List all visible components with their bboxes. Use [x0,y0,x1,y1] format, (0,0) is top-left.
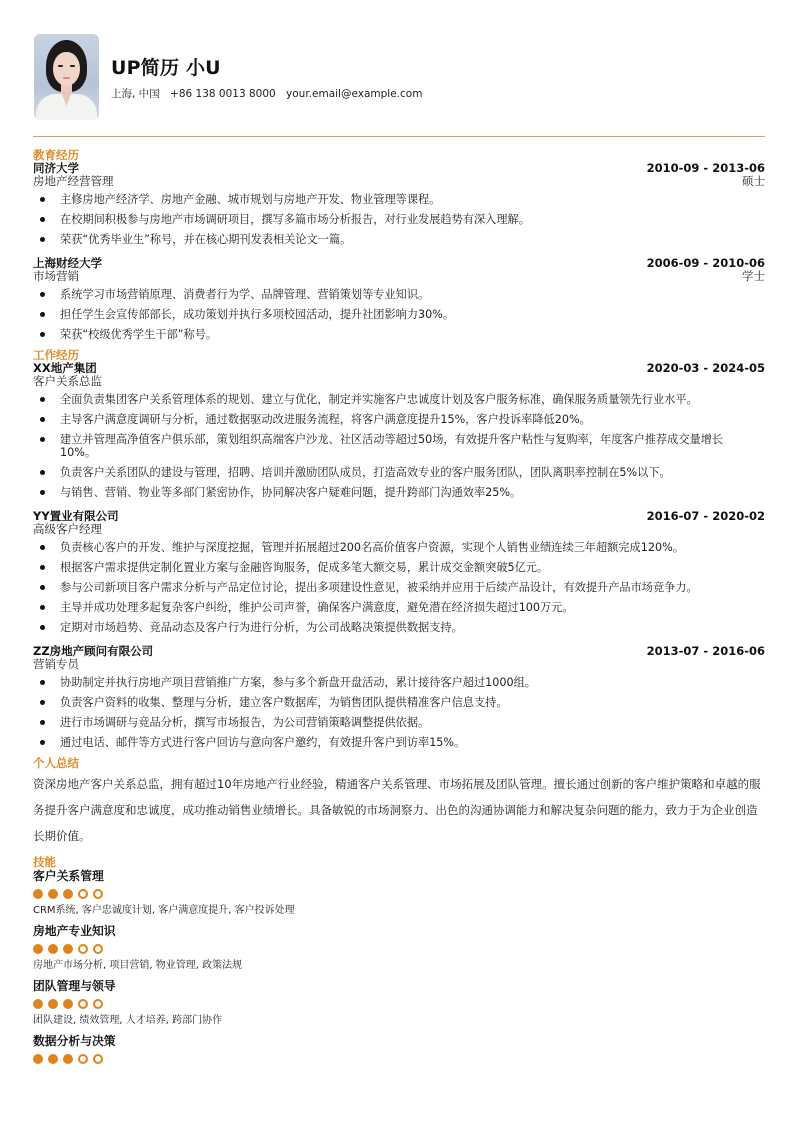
skill-name: 客户关系管理 [33,869,104,883]
work-entry [33,362,765,499]
skill-description: 团队建设, 绩效管理, 人才培养, 跨部门协作 [33,1015,223,1026]
rating-dot-empty-icon [78,944,88,954]
resume-body [33,148,765,1064]
work-entry [33,510,765,634]
rating-dot-filled-icon [33,889,43,899]
bullet-item: 建立并管理高净值客户俱乐部，策划组织高端客户沙龙、社区活动等超过50场，有效提升客户粘性与复购率，年度客户推荐成交量增长10%。 [33,433,765,459]
skill-name: 数据分析与决策 [33,1034,116,1048]
header-divider [33,136,765,137]
bullet-item: 担任学生会宣传部部长，成功策划并执行多项校园活动，提升社团影响力30%。 [33,308,765,321]
rating-dot-empty-icon [78,889,88,899]
rating-dot-filled-icon [48,1054,58,1064]
resume-header [34,34,429,120]
position: 营销专员 [33,657,79,671]
company-name: YY置业有限公司 [33,509,119,523]
bullet-item: 负责客户资料的收集、整理与分析，建立客户数据库，为销售团队提供精准客户信息支持。 [33,696,765,709]
bullet-item: 主修房地产经济学、房地产金融、城市规划与房地产开发、物业管理等课程。 [33,193,765,206]
education-section [33,148,765,341]
phone: +86 138 0013 8000 [170,88,276,100]
candidate-name: UP简历 小U [111,57,221,79]
rating-dot-empty-icon [78,999,88,1009]
entry-date: 2020-03 - 2024-05 [646,361,765,375]
rating-dot-filled-icon [33,999,43,1009]
bullet-item: 根据客户需求提供定制化置业方案与金融咨询服务，促成多笔大额交易，累计成交金额突破5亿元。 [33,561,765,574]
section-title-education: 教育经历 [33,148,79,162]
skill-rating [33,999,765,1009]
skills-section [33,855,765,1064]
rating-dot-filled-icon [63,1054,73,1064]
rating-dot-filled-icon [63,889,73,899]
skill-item [33,924,765,972]
rating-dot-empty-icon [93,999,103,1009]
rating-dot-empty-icon [93,889,103,899]
entry-date: 2006-09 - 2010-06 [646,256,765,270]
summary-text: 资深房地产客户关系总监，拥有超过10年房地产行业经验，精通客户关系管理、市场拓展及团队管理。擅长通过创新的客户维护策略和卓越的服务提升客户满意度和忠诚度，成功推动销售业绩增长。具备敏锐的市场洞察力、出色的沟通协调能力和解决复杂问题的能力，致力于为企业创造长期价值。 [33,777,761,843]
bullet-item: 参与公司新项目客户需求分析与产品定位讨论，提出多项建设性意见，被采纳并应用于后续产品设计，有效提升产品市场竞争力。 [33,581,765,594]
section-title-summary: 个人总结 [33,756,79,770]
bullet-item: 系统学习市场营销原理、消费者行为学、品牌管理、营销策划等专业知识。 [33,288,765,301]
rating-dot-filled-icon [63,999,73,1009]
bullet-item: 主导客户满意度调研与分析，通过数据驱动改进服务流程，将客户满意度提升15%，客户投诉率降低20%。 [33,413,765,426]
email: your.email@example.com [286,88,423,100]
bullet-item: 定期对市场趋势、竞品动态及客户行为进行分析，为公司战略决策提供数据支持。 [33,621,765,634]
skill-description: CRM系统, 客户忠诚度计划, 客户满意度提升, 客户投诉处理 [33,905,295,916]
work-entry [33,645,765,749]
summary-section [33,756,765,849]
bullet-item: 进行市场调研与竞品分析，撰写市场报告，为公司营销策略调整提供依据。 [33,716,765,729]
degree: 硕士 [742,174,765,188]
rating-dot-filled-icon [33,1054,43,1064]
skill-item [33,1034,765,1064]
company-name: XX地产集团 [33,361,97,375]
bullet-item: 主导并成功处理多起复杂客户纠纷，维护公司声誉，确保客户满意度，避免潜在经济损失超过100万元。 [33,601,765,614]
entry-date: 2010-09 - 2013-06 [646,161,765,175]
bullet-item: 全面负责集团客户关系管理体系的规划、建立与优化，制定并实施客户忠诚度计划及客户服务标准，确保服务质量领先行业水平。 [33,393,765,406]
rating-dot-filled-icon [48,889,58,899]
skill-name: 团队管理与领导 [33,979,116,993]
entry-date: 2016-07 - 2020-02 [646,509,765,523]
profile-photo [34,34,99,120]
bullet-item: 负责核心客户的开发、维护与深度挖掘，管理并拓展超过200名高价值客户资源，实现个人销售业绩连续三年超额完成120%。 [33,541,765,554]
rating-dot-empty-icon [93,944,103,954]
contact-line [111,86,429,101]
school-name: 上海财经大学 [33,256,102,270]
section-title-skills: 技能 [33,855,56,869]
skill-item [33,979,765,1027]
skill-rating [33,1054,765,1064]
bullet-item: 与销售、营销、物业等多部门紧密协作，协同解决客户疑难问题，提升跨部门沟通效率25%。 [33,486,765,499]
education-entry [33,257,765,341]
position: 高级客户经理 [33,522,102,536]
major: 市场营销 [33,269,79,283]
skill-rating [33,889,765,899]
bullet-item: 荣获“校级优秀学生干部”称号。 [33,328,765,341]
bullet-item: 荣获“优秀毕业生”称号，并在核心期刊发表相关论文一篇。 [33,233,765,246]
position: 客户关系总监 [33,374,102,388]
education-entry [33,162,765,246]
bullet-item: 负责客户关系团队的建设与管理，招聘、培训并激励团队成员，打造高效专业的客户服务团队，团队离职率控制在5%以下。 [33,466,765,479]
work-section [33,348,765,749]
rating-dot-empty-icon [78,1054,88,1064]
rating-dot-filled-icon [48,999,58,1009]
bullet-item: 在校期间积极参与房地产市场调研项目，撰写多篇市场分析报告，对行业发展趋势有深入理解。 [33,213,765,226]
bullet-item: 协助制定并执行房地产项目营销推广方案，参与多个新盘开盘活动，累计接待客户超过1000组。 [33,676,765,689]
major: 房地产经营管理 [33,174,114,188]
section-title-work: 工作经历 [33,348,79,362]
company-name: ZZ房地产顾问有限公司 [33,644,154,658]
skill-name: 房地产专业知识 [33,924,116,938]
skill-description: 房地产市场分析, 项目营销, 物业管理, 政策法规 [33,960,243,971]
location: 上海, 中国 [111,88,160,100]
rating-dot-filled-icon [48,944,58,954]
bullet-item: 通过电话、邮件等方式进行客户回访与意向客户邀约，有效提升客户到访率15%。 [33,736,765,749]
skill-item [33,869,765,917]
rating-dot-filled-icon [63,944,73,954]
degree: 学士 [742,269,765,283]
skill-rating [33,944,765,954]
rating-dot-empty-icon [93,1054,103,1064]
rating-dot-filled-icon [33,944,43,954]
entry-date: 2013-07 - 2016-06 [646,644,765,658]
school-name: 同济大学 [33,161,79,175]
